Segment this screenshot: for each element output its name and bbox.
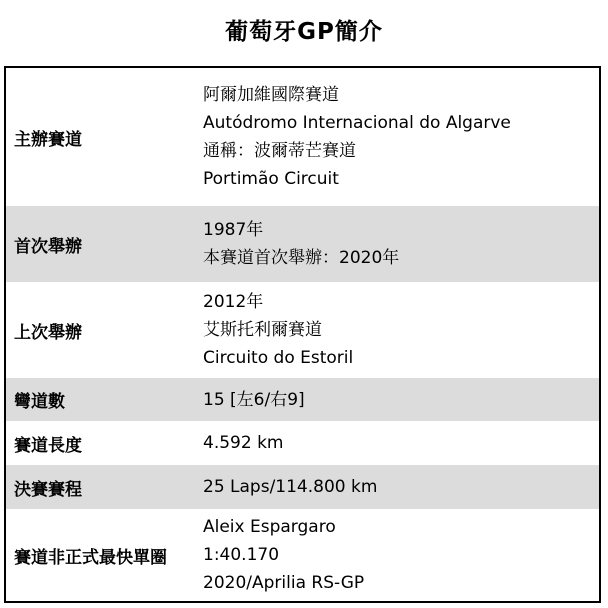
row-value: [203, 81, 599, 193]
row-label: 賽道長度: [14, 435, 82, 456]
row-label: 主辦賽道: [14, 129, 82, 150]
row-label: 上次舉辦: [14, 322, 82, 343]
value-line: 本賽道首次舉辦：2020年: [203, 248, 400, 268]
value-line: 2012年: [203, 292, 264, 312]
value-line: 艾斯托利爾賽道: [203, 320, 322, 340]
value-line: 25 Laps/114.800 km: [203, 477, 378, 497]
row-value: [203, 386, 599, 414]
row-label: 決賽賽程: [14, 479, 82, 500]
row-value: [203, 288, 599, 372]
row-value: [203, 216, 599, 272]
value-line: 4.592 km: [203, 433, 284, 453]
row-label: 賽道非正式最快單圈: [14, 547, 167, 568]
row-value: [203, 429, 599, 457]
row-label: 彎道數: [14, 392, 65, 412]
table-row-circuit-length: [6, 421, 599, 465]
table-row-unofficial-lap-record: [6, 509, 599, 601]
value-line: 通稱：波爾蒂芒賽道: [203, 141, 356, 161]
info-table: [4, 66, 601, 603]
value-line: 阿爾加維國際賽道: [203, 85, 339, 105]
value-line: Aleix Espargaro: [203, 517, 336, 537]
page-title: 葡萄牙GP簡介: [225, 19, 383, 45]
value-line: 15 [左6/右9]: [203, 389, 305, 410]
value-line: 2020/Aprilia RS-GP: [203, 573, 365, 593]
row-value: [203, 473, 599, 501]
table-row-corners: [6, 378, 599, 421]
row-label: 首次舉辦: [14, 236, 82, 257]
table-row-last-held: [6, 282, 599, 378]
value-line: 1:40.170: [203, 545, 280, 565]
row-value: [203, 513, 599, 597]
table-row-first-held: [6, 206, 599, 282]
value-line: Circuito do Estoril: [203, 348, 354, 368]
value-line: Autódromo Internacional do Algarve: [203, 113, 511, 133]
value-line: Portimão Circuit: [203, 169, 339, 189]
table-row-host-circuit: [6, 68, 599, 206]
table-row-race-distance: [6, 465, 599, 509]
value-line: 1987年: [203, 220, 264, 240]
